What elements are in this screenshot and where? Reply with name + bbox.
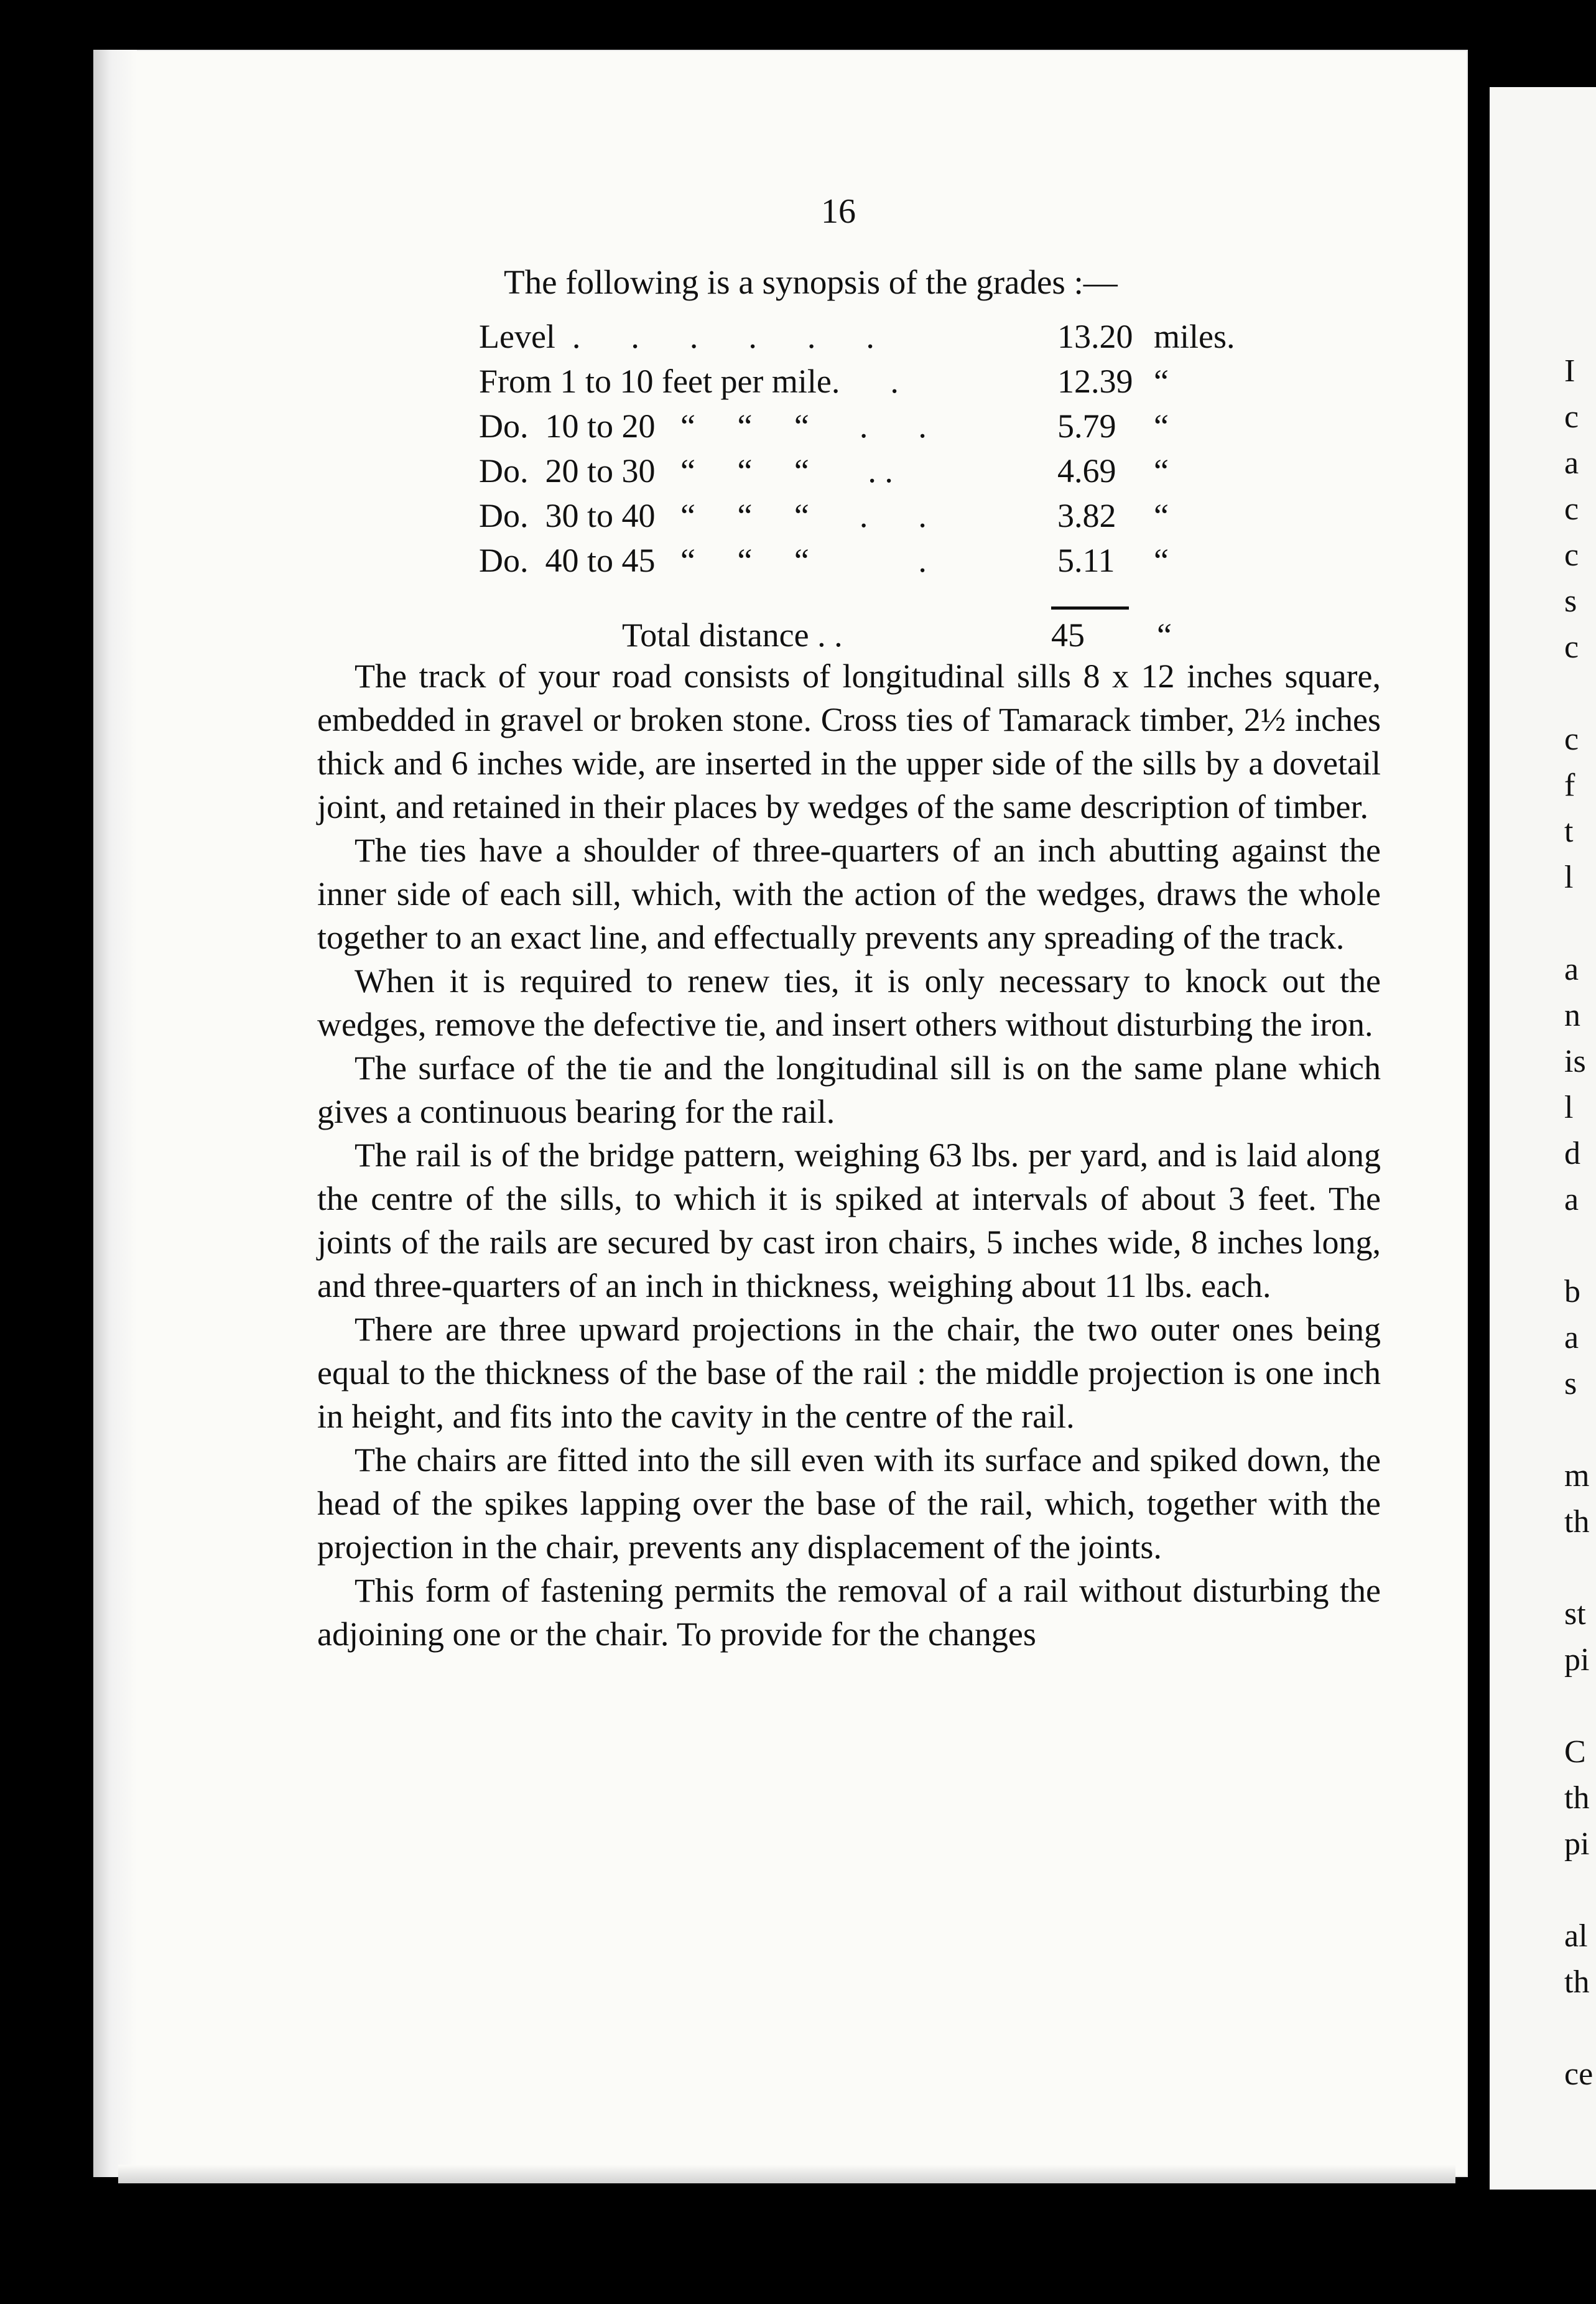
grade-row — [479, 496, 1287, 540]
paragraph: The chairs are fitted into the sill even with its surface and spiked down, the head of the spikes lapping over the base of the rail, which, together with the projection in the chair, prevents any displacement of the joints. — [317, 1441, 1381, 1566]
grade-value: 5.79 — [1057, 407, 1116, 445]
sum-rule — [1051, 606, 1129, 610]
adjacent-page-text: I c a c c s c c f t l a n is l d a b a s m th st pi C th pi al th ce — [1564, 353, 1594, 2092]
grade-row — [479, 362, 1287, 406]
grade-label: From 1 to 10 feet per mile. . — [479, 363, 899, 400]
paragraph: When it is required to renew ties, it is only necessary to knock out the wedges, remove the defective tie, and insert others without disturbing the iron. — [317, 962, 1381, 1043]
body-text — [317, 654, 1381, 1656]
grade-value: 13.20 — [1057, 318, 1133, 355]
grade-label: Do. 30 to 40 “ “ “ . . — [479, 497, 927, 534]
grade-unit: “ — [1154, 363, 1169, 400]
total-row — [622, 616, 1306, 659]
paragraph: The surface of the tie and the longitudinal sill is on the same plane which gives a continuous bearing for the rail. — [317, 1049, 1381, 1130]
grade-unit: “ — [1154, 407, 1169, 445]
paragraph: The track of your road consists of longitudinal sills 8 x 12 inches square, embedded in gravel or broken stone. Cross ties of Tamarack timber, 2½ inches thick and 6 inches wide, are inserted in the upper side of the sills by a dovetail joint, and retained in their places by wedges of the same description of timber. — [317, 657, 1381, 825]
paragraph: The ties have a shoulder of three-quarters of an inch abutting against the inner side of each sill, which, with the action of the wedges, draws the whole together to an exact line, and effectually prevents any spreading of the track. — [317, 832, 1381, 956]
page-number: 16 — [821, 192, 856, 231]
grade-value: 12.39 — [1057, 363, 1133, 400]
total-unit: “ — [1157, 616, 1172, 654]
total-value: 45 — [1051, 616, 1085, 654]
total-label: Total distance . . — [622, 616, 843, 654]
page-bottom-edge — [118, 2165, 1455, 2183]
grade-unit: miles. — [1154, 318, 1235, 355]
synopsis-title: The following is a synopsis of the grades :— — [504, 263, 1118, 301]
grade-value: 3.82 — [1057, 497, 1116, 534]
grade-row — [479, 407, 1287, 450]
grade-value: 5.11 — [1057, 542, 1115, 579]
grade-value: 4.69 — [1057, 452, 1116, 490]
grade-unit: “ — [1154, 452, 1169, 490]
grade-label: Do. 10 to 20 “ “ “ . . — [479, 407, 927, 445]
grade-label: Level . . . . . . — [479, 318, 875, 355]
paragraph: The rail is of the bridge pattern, weighing 63 lbs. per yard, and is laid along the centre of the sills, to which it is spiked at intervals of about 3 feet. The joints of the rails are secured by cast iron chairs, 5 inches wide, 8 inches long, and three-quarters of an inch in thickness, weighing about 11 lbs. each. — [317, 1136, 1381, 1304]
grade-label: Do. 40 to 45 “ “ “ . — [479, 542, 927, 579]
paragraph: There are three upward projections in the chair, the two outer ones being equal to the thickness of the base of the rail : the middle projection is one inch in height, and fits into the cavity in the centre of the rail. — [317, 1311, 1381, 1435]
grade-row — [479, 317, 1287, 361]
grade-label: Do. 20 to 30 “ “ “ . . — [479, 452, 893, 490]
page-gutter — [93, 50, 137, 2177]
grade-row — [479, 541, 1287, 585]
grade-row — [479, 452, 1287, 495]
grade-unit: “ — [1154, 497, 1169, 534]
grade-unit: “ — [1154, 542, 1169, 579]
paragraph: This form of fastening permits the removal of a rail without disturbing the adjoining one or the chair. To provide for the changes — [317, 1572, 1381, 1653]
